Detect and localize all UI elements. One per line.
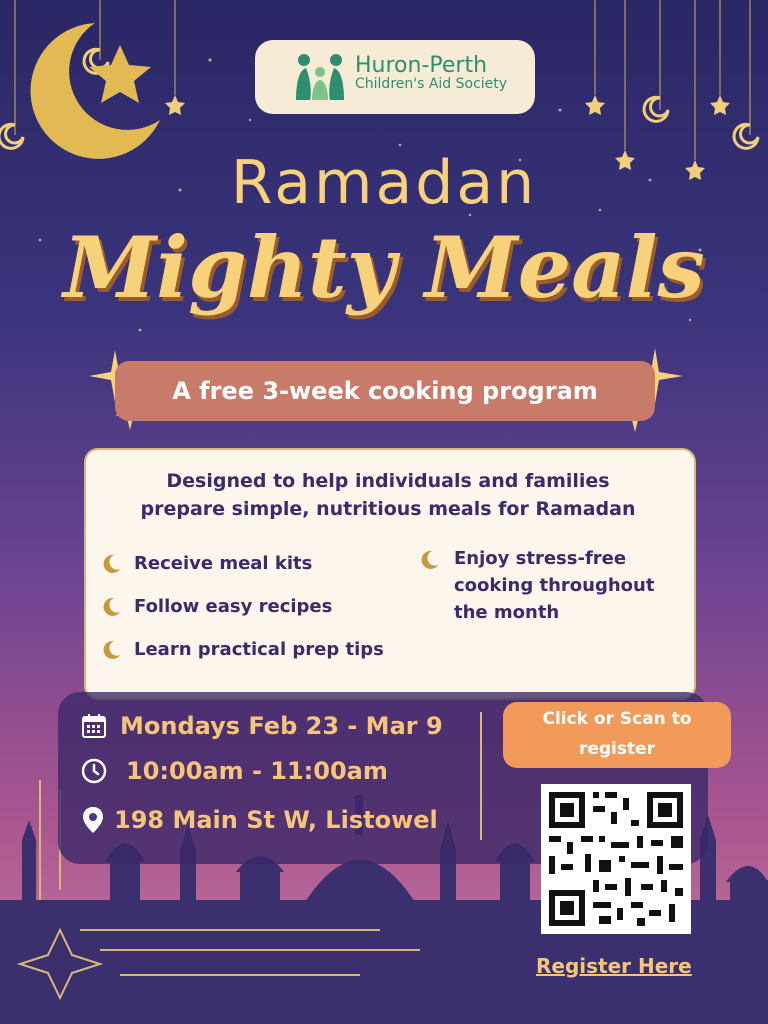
description-line2: prepare simple, nutritious meals for Ramadan (140, 497, 636, 520)
benefit-item (100, 636, 384, 663)
benefit-item (100, 550, 312, 577)
calendar-icon (80, 712, 108, 740)
benefit-item (418, 545, 654, 626)
title-mighty-meals: Mighty Meals (63, 218, 705, 317)
event-time (80, 757, 388, 785)
family-logo-icon (292, 50, 348, 104)
benefit-label: Learn practical prep tips (134, 639, 384, 660)
benefit-item (100, 593, 332, 620)
organization-name (355, 54, 507, 92)
crescent-bullet-icon (100, 553, 122, 575)
register-cta-button[interactable] (503, 702, 731, 768)
location-pin-icon (80, 805, 106, 835)
panel-divider (480, 712, 482, 840)
crescent-bullet-icon (100, 596, 122, 618)
organization-name-line2: Children's Aid Society (355, 76, 508, 93)
benefit-label (454, 545, 654, 626)
register-here-link[interactable]: Register Here (536, 954, 692, 978)
event-dates-text: Mondays Feb 23 - Mar 9 (120, 712, 443, 740)
subtitle-pill: A free 3-week cooking program (115, 361, 655, 421)
benefit-line: Enjoy stress-free (454, 548, 627, 569)
title-ramadan: Ramadan (230, 148, 538, 218)
organization-name-line1: Huron-Perth (355, 53, 488, 78)
benefit-label: Follow easy recipes (134, 596, 333, 617)
event-location (80, 805, 438, 835)
program-description (84, 468, 692, 523)
cta-line1: Click or Scan to (542, 709, 692, 730)
cta-line2: register (578, 739, 656, 759)
event-time-text: 10:00am - 11:00am (126, 757, 388, 785)
qr-code-image (541, 784, 691, 934)
benefit-line: the month (454, 602, 560, 623)
crescent-moon-star-icon (20, 15, 170, 165)
event-dates (80, 712, 443, 740)
crescent-bullet-icon (100, 639, 122, 661)
event-location-text: 198 Main St W, Listowel (114, 806, 438, 834)
benefit-line: cooking throughout (454, 575, 655, 596)
qr-code[interactable] (541, 784, 691, 934)
description-line1: Designed to help individuals and families (166, 470, 610, 492)
clock-icon (80, 757, 108, 785)
benefit-label: Receive meal kits (134, 553, 313, 574)
crescent-bullet-icon (418, 549, 440, 571)
